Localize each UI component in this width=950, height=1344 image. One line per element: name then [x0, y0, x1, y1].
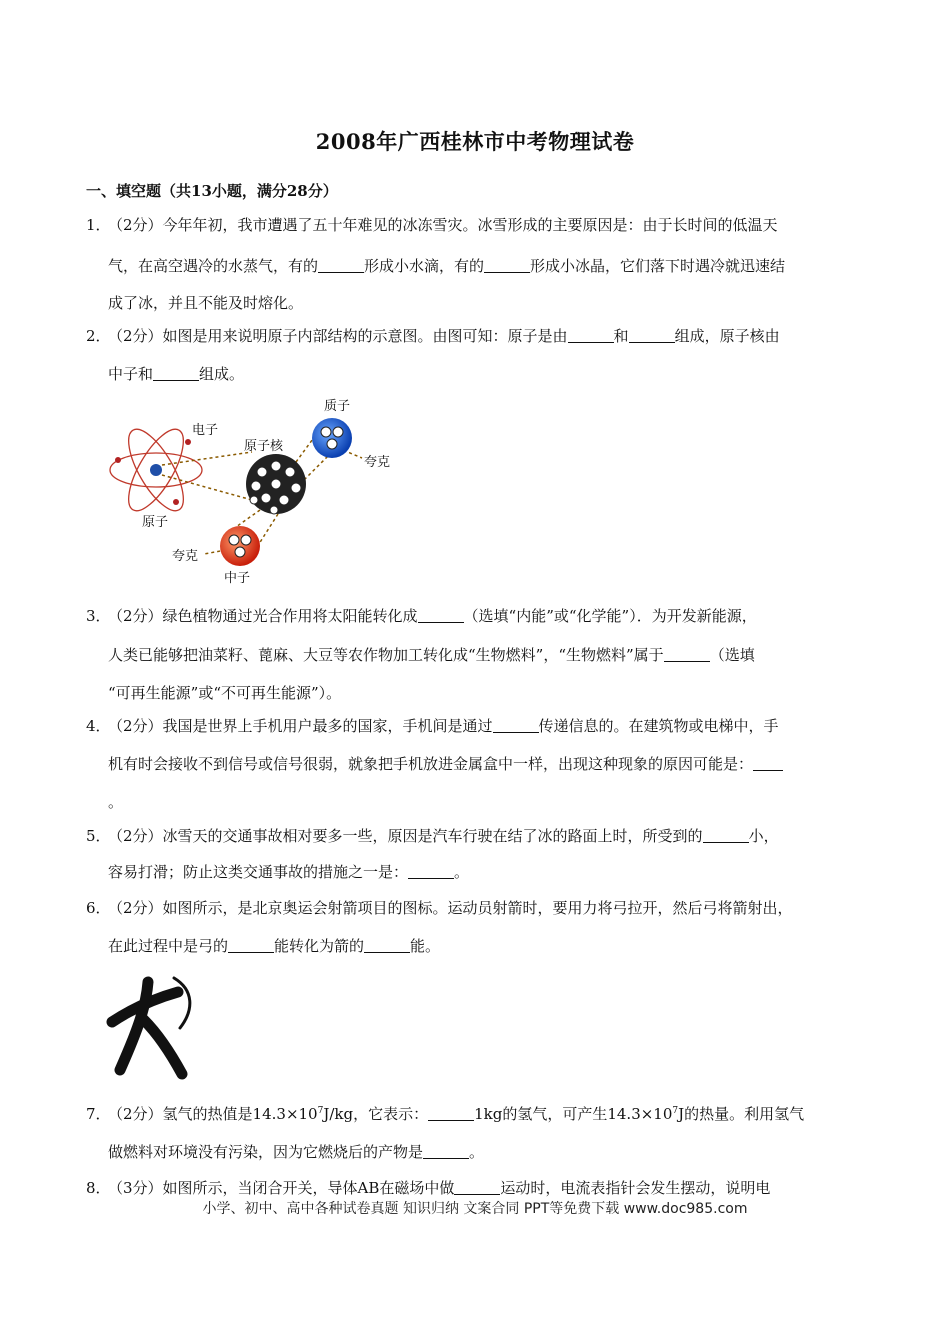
- q1-line-1: 1．（2分）今年年初，我市遭遇了五十年难见的冰冻雪灾。冰雪形成的主要原因是：由于长时间的低温天: [86, 216, 778, 234]
- q5-line-1: 5．（2分）冰雪天的交通事故相对要多一些，原因是汽车行驶在结了冰的路面上时，所受到的 小，: [86, 827, 779, 845]
- q7-number: 7．: [86, 1105, 111, 1123]
- q5-number: 5．: [86, 827, 111, 845]
- answer-blank[interactable]: [629, 328, 675, 343]
- q3-number: 3．: [86, 607, 111, 625]
- q1-line-2: 气，在高空遇冷的水蒸气，有的 形成小水滴，有的 形成小冰晶，它们落下时遇冷就迅速结: [108, 257, 786, 275]
- answer-blank[interactable]: [454, 1180, 500, 1195]
- answer-blank[interactable]: [153, 366, 199, 381]
- archery-pictogram-icon: [104, 970, 200, 1088]
- answer-blank[interactable]: [568, 328, 614, 343]
- q5-line-2: 容易打滑；防止这类交通事故的措施之一是： 。: [108, 863, 470, 881]
- q4-number: 4．: [86, 717, 111, 735]
- label-nucleus: 原子核: [244, 439, 284, 454]
- atom-structure-figure: [100, 392, 410, 592]
- answer-blank[interactable]: [408, 864, 454, 879]
- q3-line-3: “可再生能源”或“不可再生能源”）。: [108, 684, 342, 702]
- answer-blank[interactable]: [228, 938, 274, 953]
- label-neutron: 中子: [224, 571, 251, 586]
- q7-line-1: 7．（2分）氢气的热值是$14.3\times 10^7J/kg$，它表示： 1kg的氢气，可产生$14.3\times 10^7J$的热量。利用氢气: [86, 1105, 805, 1123]
- q4-line-3: 。: [108, 793, 124, 811]
- nucleus-icon: [246, 454, 306, 514]
- q7-line-2: 做燃料对环境没有污染，因为它燃烧后的产物是 。: [108, 1143, 485, 1161]
- q2-line-1: 2．（2分）如图是用来说明原子内部结构的示意图。由图可知：原子是由 和 组成，原子核由: [86, 327, 780, 345]
- q1-number: 1．: [86, 216, 111, 234]
- q3-line-2: 人类已能够把油菜籽、蓖麻、大豆等农作物加工转化成“生物燃料”，“生物燃料”属于 （选填: [108, 646, 755, 664]
- label-electron: 电子: [192, 423, 219, 438]
- answer-blank[interactable]: [428, 1106, 474, 1121]
- q6-number: 6．: [86, 899, 111, 917]
- answer-blank[interactable]: [364, 938, 410, 953]
- proton-icon: [312, 418, 352, 458]
- q6-line-2: 在此过程中是弓的 能转化为箭的 能。: [108, 937, 441, 955]
- label-atom: 原子: [142, 515, 169, 530]
- answer-blank[interactable]: [423, 1144, 469, 1159]
- q1-line-3: 成了冰，并且不能及时熔化。: [108, 294, 304, 312]
- page-footer: 小学、初中、高中各种试卷真题 知识归纳 文案合同 PPT等免费下载 www.doc985.com: [202, 1201, 748, 1217]
- answer-blank[interactable]: [484, 258, 530, 273]
- q4-line-2: 机有时会接收不到信号或信号很弱，就象把手机放进金属盒中一样，出现这种现象的原因可能是：: [108, 754, 783, 774]
- section-heading: 一、填空题（共13小题，满分28分）: [86, 182, 338, 200]
- q8-line-1: 8．（3分）如图所示，当闭合开关，导体AB在磁场中做 运动时，电流表指针会发生摆动，说明电: [86, 1179, 771, 1197]
- q4-line-1: 4．（2分）我国是世界上手机用户最多的国家，手机间是通过 传递信息的。在建筑物或电梯中，手: [86, 717, 779, 735]
- q2-line-2: 中子和 组成。: [108, 365, 245, 383]
- q6-line-1: 6．（2分）如图所示，是北京奥运会射箭项目的图标。运动员射箭时，要用力将弓拉开，然后弓将箭射出，: [86, 899, 793, 917]
- answer-blank[interactable]: [318, 258, 364, 273]
- q2-number: 2．: [86, 327, 111, 345]
- answer-blank[interactable]: [493, 718, 539, 733]
- atom-icon: [110, 422, 202, 519]
- answer-blank[interactable]: [753, 756, 783, 771]
- q8-number: 8．: [86, 1179, 111, 1197]
- neutron-icon: [220, 526, 260, 566]
- answer-blank[interactable]: [664, 647, 710, 662]
- answer-blank[interactable]: [418, 608, 464, 623]
- label-quark: 夸克: [364, 455, 391, 470]
- answer-blank[interactable]: [703, 828, 749, 843]
- label-quark: 夸克: [172, 549, 199, 564]
- page-title: 2008年广西桂林市中考物理试卷: [315, 129, 635, 154]
- q3-line-1: 3．（2分）绿色植物通过光合作用将太阳能转化成 （选填“内能”或“化学能”）．为开发新能源，: [86, 607, 757, 625]
- label-proton: 质子: [324, 399, 351, 414]
